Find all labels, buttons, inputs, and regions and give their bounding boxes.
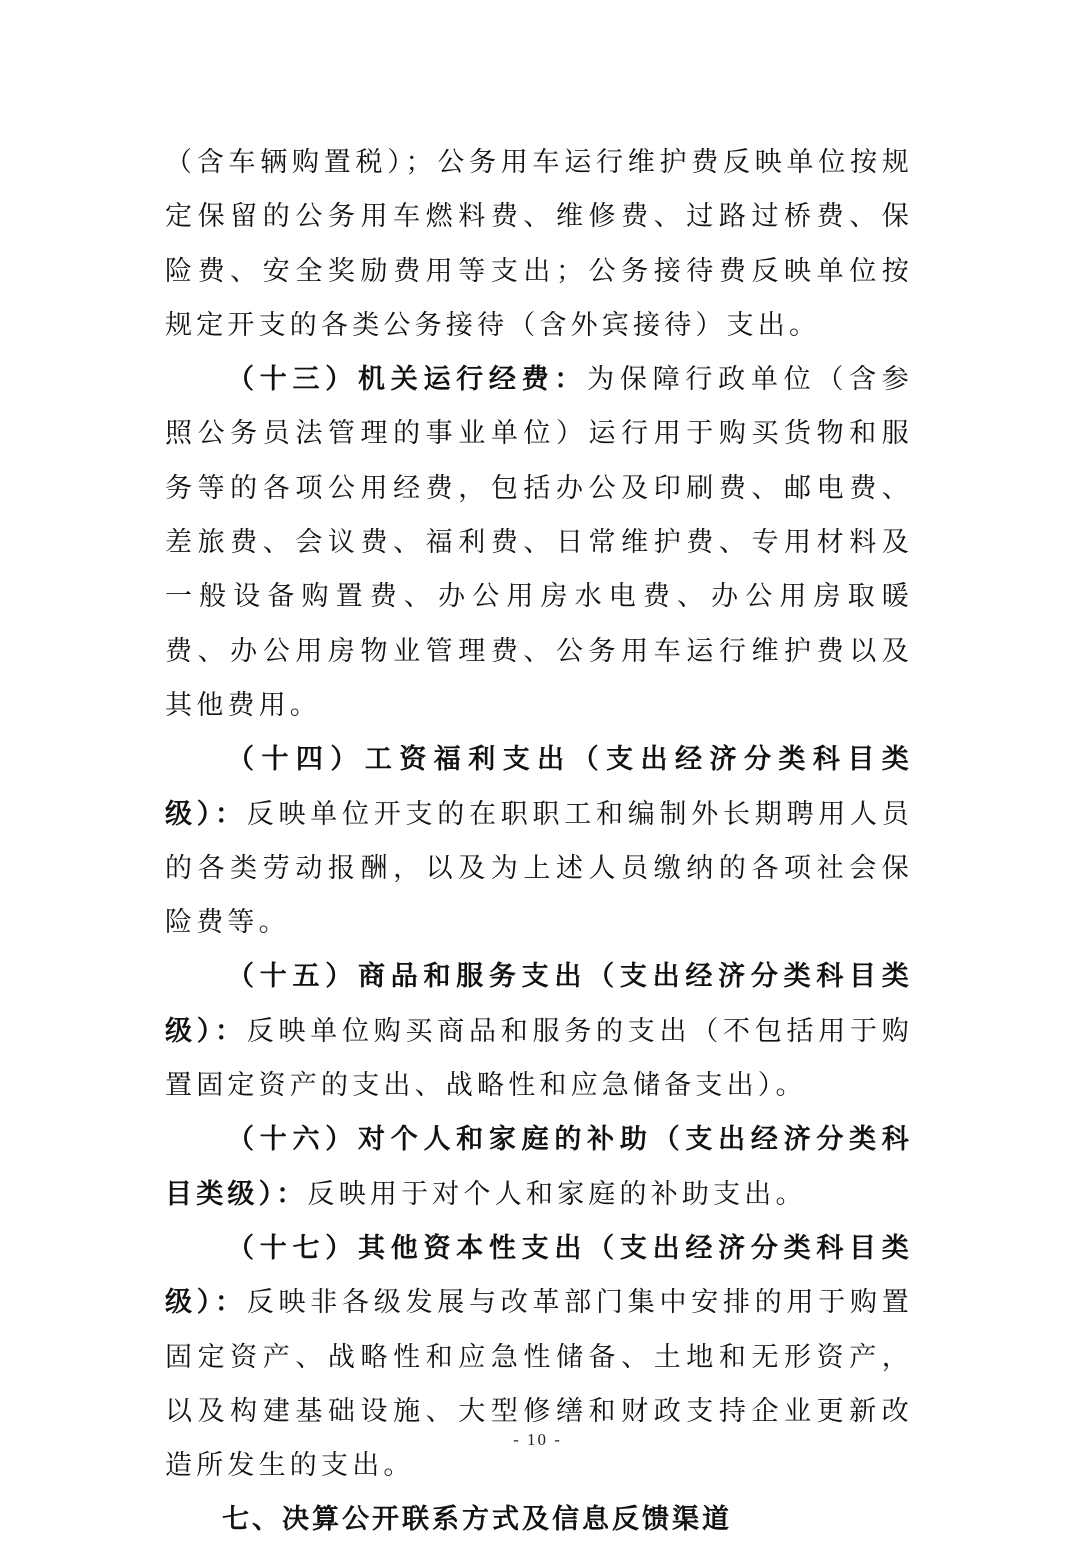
- section-heading: 七、决算公开联系方式及信息反馈渠道: [222, 1504, 732, 1536]
- paragraph-text: 为保障行政单位（含参照公务员法管理的事业单位）运行用于购买货物和服务等的各项公用经费，包括办公及印刷费、邮电费、差旅费、会议费、福利费、日常维护费、专用材料及一般设备购置费、办公用房水电费、办公用房取暖费、办公用房物业管理费、公务用车运行维护费以及其他费用。: [165, 364, 913, 721]
- paragraph-lead: （十五）商品和服务支出（支出经济分类科目类级）：: [165, 961, 913, 1047]
- document-body: [165, 136, 913, 1548]
- paragraph-continuation: [165, 136, 913, 353]
- paragraph-text: 反映单位购买商品和服务的支出（不包括用于购置固定资产的支出、战略性和应急储备支出）。: [165, 1015, 913, 1102]
- paragraph-text: 反映非各级发展与改革部门集中安排的用于购置固定资产、战略性和应急性储备、土地和无形资产，以及构建基础设施、大型修缮和财政支持企业更新改造所发生的支出。: [165, 1287, 913, 1482]
- page-number: - 10 -: [513, 1430, 562, 1449]
- paragraph-lead: （十三）机关运行经费：: [227, 364, 588, 396]
- paragraph-item-15: [165, 950, 913, 1113]
- paragraph-item-13: [165, 353, 913, 733]
- paragraph-item-14: [165, 733, 913, 950]
- paragraph-text: 反映用于对个人和家庭的补助支出。: [307, 1178, 807, 1210]
- paragraph-lead: （十七）其他资本性支出（支出经济分类科目类级）：: [165, 1232, 913, 1319]
- paragraph-text: 反映单位开支的在职职工和编制外长期聘用人员的各类劳动报酬，以及为上述人员缴纳的各项社会保险费等。: [165, 798, 913, 939]
- paragraph-lead: （十四）工资福利支出（支出经济分类科目类级）：: [165, 744, 913, 830]
- paragraph-lead: （十六）对个人和家庭的补助（支出经济分类科目类级）：: [165, 1124, 913, 1210]
- paragraph-item-16: [165, 1113, 913, 1222]
- paragraph-item-17: [165, 1222, 913, 1493]
- paragraph-text: （含车辆购置税）；公务用车运行维护费反映单位按规定保留的公务用车燃料费、维修费、过路过桥费、保险费、安全奖励费用等支出；公务接待费反映单位按规定开支的各类公务接待（含外宾接待）支出。: [165, 147, 913, 341]
